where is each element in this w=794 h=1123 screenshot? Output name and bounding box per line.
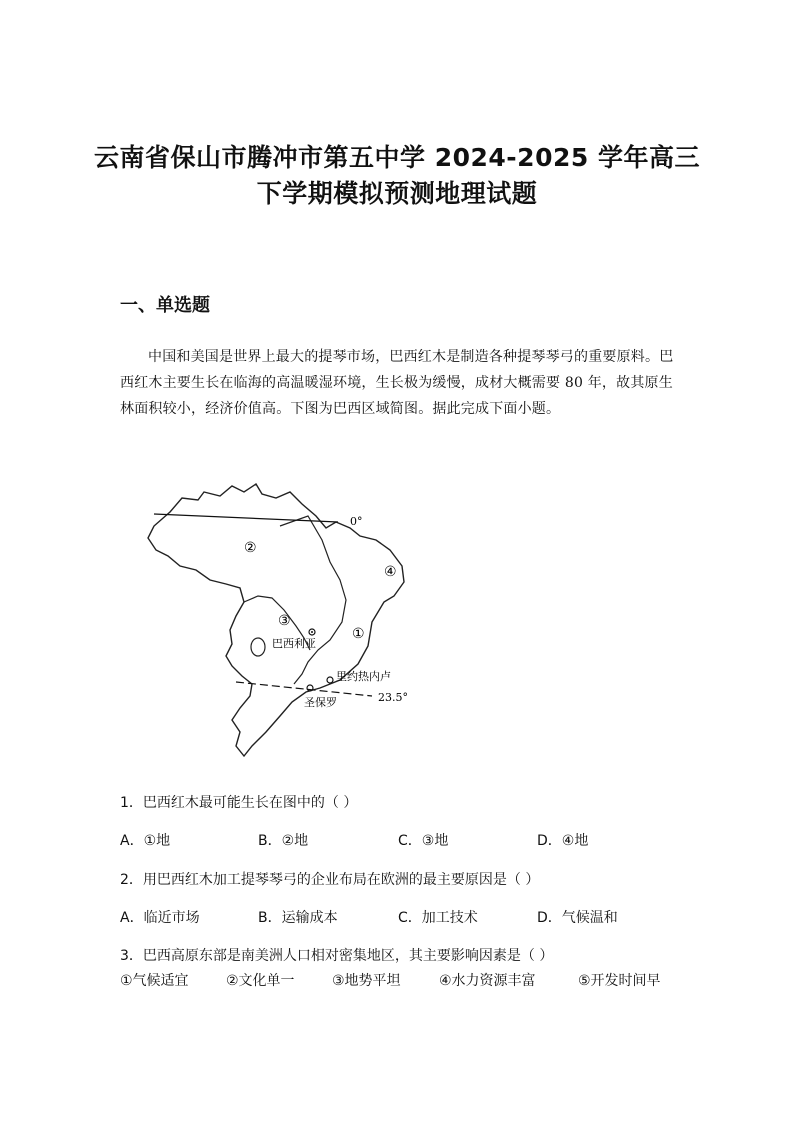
question-3-stem: 3．巴西高原东部是南美洲人口相对密集地区，其主要影响因素是（ ）: [120, 948, 554, 964]
q3-item-4: ④水力资源丰富: [439, 973, 536, 989]
q3-item-1: ①气候适宜: [120, 973, 189, 989]
region-boundary: [280, 516, 346, 684]
q3-item-2: ②文化单一: [226, 973, 295, 989]
q2-option-a: A．临近市场: [120, 910, 200, 926]
q1-option-b: B．②地: [258, 833, 309, 849]
intro-paragraph: 中国和美国是世界上最大的提琴市场，巴西红木是制造各种提琴琴弓的重要原料。巴西红木主要生长在临海的高温暖湿环境，生长极为缓慢，成材大概需要 80 年，故其原生林面积较小，经济价值高。下图为巴西区域简图。据此完成下面小题。: [120, 349, 674, 417]
question-2-stem: 2．用巴西红木加工提琴琴弓的企业布局在欧洲的最主要原因是（ ）: [120, 872, 540, 888]
question-1-stem: 1．巴西红木最可能生长在图中的（ ）: [120, 795, 358, 811]
rio-label: 里约热内卢: [336, 670, 391, 683]
equator-line: [154, 514, 338, 522]
region-4-label: ④: [384, 564, 397, 580]
tropic-label: 23.5°: [378, 691, 408, 704]
brazil-map: [140, 470, 420, 760]
q2-option-c: C．加工技术: [398, 910, 478, 926]
q1-option-d: D．④地: [537, 833, 589, 849]
saopaulo-label: 圣保罗: [304, 696, 337, 709]
document-title: [0, 140, 794, 212]
title-line-2: 下学期模拟预测地理试题: [256, 179, 538, 208]
q3-item-5: ⑤开发时间早: [578, 973, 661, 989]
region-1-label: ①: [352, 626, 365, 642]
region-3-label: ③: [278, 613, 291, 629]
rio-marker: [327, 677, 333, 683]
lake: [251, 638, 265, 656]
q1-option-c: C．③地: [398, 833, 449, 849]
q2-option-d: D．气候温和: [537, 910, 618, 926]
q1-option-a: A．①地: [120, 833, 171, 849]
q3-item-3: ③地势平坦: [332, 973, 401, 989]
brasilia-label: 巴西利亚: [272, 637, 316, 650]
section-heading: 一、单选题: [120, 295, 210, 316]
title-line-1: 云南省保山市腾冲市第五中学 2024-2025 学年高三: [94, 143, 700, 172]
region-2-label: ②: [244, 540, 257, 556]
q2-option-b: B．运输成本: [258, 910, 338, 926]
equator-label: 0°: [350, 515, 363, 528]
brazil-outline: [148, 484, 404, 756]
